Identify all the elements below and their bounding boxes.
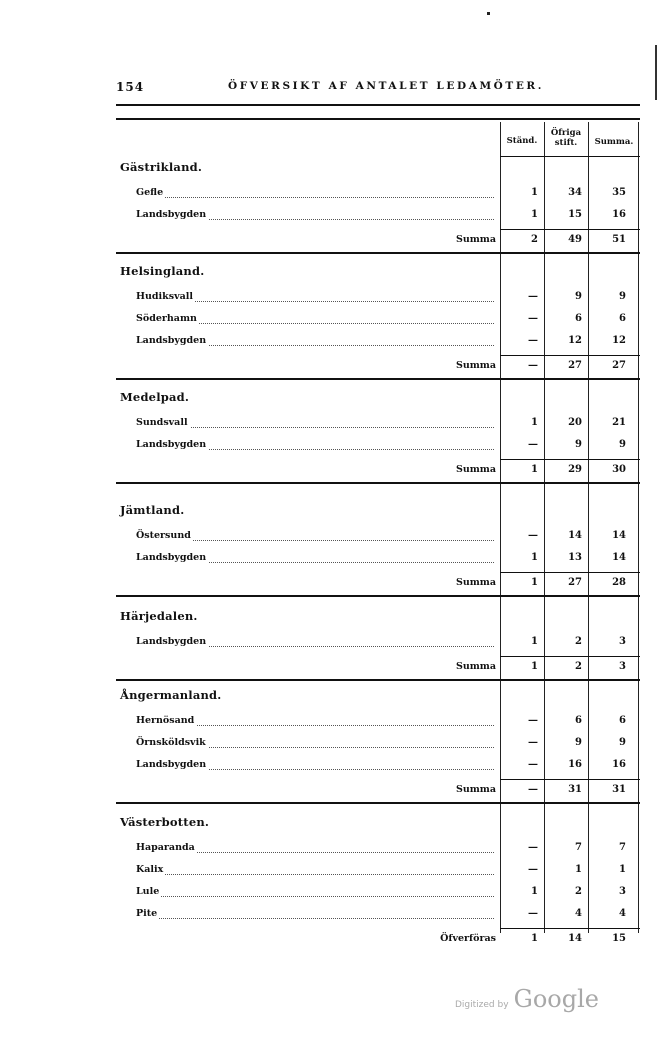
summa-value: 1 (619, 864, 626, 875)
leader-dots (136, 427, 494, 428)
table-row (136, 759, 496, 773)
members-table (116, 122, 640, 944)
place-name: Landsbygden (136, 335, 207, 346)
stand-value: 1 (531, 636, 538, 647)
stand-value: — (528, 313, 538, 324)
summa-total: 15 (612, 933, 626, 944)
place-name: Landsbygden (136, 552, 207, 563)
column-divider-1 (500, 122, 501, 933)
header-bottom-rule (500, 156, 640, 157)
running-title: ÖFVERSIKT AF ANTALET LEDAMÖTER. (228, 80, 545, 92)
leader-dots (136, 874, 494, 875)
page-edge-mark (655, 45, 657, 100)
group-separator (116, 802, 640, 804)
summa-stand: 2 (531, 234, 538, 245)
table-row (136, 417, 496, 431)
page-number: 154 (116, 80, 145, 94)
place-name: Örnsköldsvik (136, 737, 206, 748)
summa-ofriga: 29 (568, 464, 582, 475)
summa-total: 51 (612, 234, 626, 245)
stand-value: 1 (531, 886, 538, 897)
leader-dots (136, 197, 494, 198)
ofriga-value: 12 (568, 335, 582, 346)
subtotal-rule (500, 459, 640, 460)
column-divider-4 (638, 122, 639, 933)
summa-value: 3 (619, 886, 626, 897)
ofriga-value: 4 (575, 908, 582, 919)
digitized-watermark (455, 985, 599, 1013)
summa-label: Summa (455, 360, 496, 371)
ofriga-value: 9 (575, 737, 582, 748)
summa-value: 16 (612, 209, 626, 220)
subtotal-rule (500, 779, 640, 780)
ofriga-value: 14 (568, 530, 582, 541)
table-row (136, 737, 496, 751)
stand-value: — (528, 715, 538, 726)
summa-total: 30 (612, 464, 626, 475)
column-divider-3 (588, 122, 589, 933)
stand-value: — (528, 737, 538, 748)
place-name: Hernösand (136, 715, 195, 726)
ofriga-value: 7 (575, 842, 582, 853)
ofriga-value: 13 (568, 552, 582, 563)
summa-value: 9 (619, 439, 626, 450)
summa-stand: 1 (531, 464, 538, 475)
group-title: Gästrikland. (120, 160, 203, 174)
group-separator (116, 679, 640, 681)
summa-total: 3 (619, 661, 626, 672)
stand-value: — (528, 864, 538, 875)
summa-value: 16 (612, 759, 626, 770)
summa-value: 3 (619, 636, 626, 647)
table-row (136, 530, 496, 544)
summa-ofriga: 14 (568, 933, 582, 944)
summa-value: 7 (619, 842, 626, 853)
summa-stand: — (528, 360, 538, 371)
stand-value: 1 (531, 552, 538, 563)
ofriga-value: 6 (575, 313, 582, 324)
table-row (136, 886, 496, 900)
subtotal-rule (500, 355, 640, 356)
summa-value: 6 (619, 313, 626, 324)
stand-value: — (528, 291, 538, 302)
column-divider-2 (544, 122, 545, 933)
summa-stand: 1 (531, 661, 538, 672)
ofriga-value: 15 (568, 209, 582, 220)
table-row (136, 864, 496, 878)
stand-value: 1 (531, 187, 538, 198)
place-name: Sundsvall (136, 417, 188, 428)
stand-value: — (528, 842, 538, 853)
stand-value: — (528, 908, 538, 919)
google-logo: Google (513, 985, 599, 1013)
table-row (136, 187, 496, 201)
summa-label: Summa (455, 234, 496, 245)
subtotal-rule (500, 928, 640, 929)
table-row (136, 335, 496, 349)
place-name: Östersund (136, 530, 191, 541)
summa-stand: 1 (531, 933, 538, 944)
place-name: Pite (136, 908, 158, 919)
watermark-prefix: Digitized by (455, 1000, 509, 1010)
summa-ofriga: 49 (568, 234, 582, 245)
group-separator (116, 252, 640, 254)
ofriga-value: 9 (575, 439, 582, 450)
ofriga-value: 9 (575, 291, 582, 302)
group-separator (116, 482, 640, 484)
summa-value: 9 (619, 737, 626, 748)
place-name: Landsbygden (136, 636, 207, 647)
ofriga-value: 2 (575, 636, 582, 647)
subtotal-rule (500, 656, 640, 657)
stand-value: — (528, 335, 538, 346)
summa-stand: 1 (531, 577, 538, 588)
ofriga-value: 34 (568, 187, 582, 198)
summa-value: 14 (612, 552, 626, 563)
table-row (136, 291, 496, 305)
leader-dots (136, 918, 494, 919)
table-top-rule (116, 118, 640, 120)
summa-stand: — (528, 784, 538, 795)
summa-total: 28 (612, 577, 626, 588)
ofriga-value: 20 (568, 417, 582, 428)
stand-value: 1 (531, 417, 538, 428)
place-name: Haparanda (136, 842, 195, 853)
group-title: Helsingland. (120, 264, 205, 278)
summa-value: 21 (612, 417, 626, 428)
place-name: Landsbygden (136, 439, 207, 450)
summa-ofriga: 31 (568, 784, 582, 795)
col-header-summa: Summa. (594, 137, 634, 147)
summa-label: Summa (455, 577, 496, 588)
leader-dots (136, 896, 494, 897)
group-title: Medelpad. (120, 390, 190, 404)
summa-ofriga: 2 (575, 661, 582, 672)
summa-value: 4 (619, 908, 626, 919)
subtotal-rule (500, 229, 640, 230)
stand-value: — (528, 439, 538, 450)
header-rule (116, 104, 640, 106)
table-row (136, 908, 496, 922)
group-title: Jämtland. (120, 503, 185, 517)
page-header (116, 80, 642, 100)
summa-total: 27 (612, 360, 626, 371)
ofriga-value: 16 (568, 759, 582, 770)
group-title: Ångermanland. (120, 688, 222, 702)
group-separator (116, 595, 640, 597)
ofriga-value: 1 (575, 864, 582, 875)
table-row (136, 313, 496, 327)
stand-value: — (528, 530, 538, 541)
summa-value: 14 (612, 530, 626, 541)
summa-label: Summa (455, 784, 496, 795)
col-header-ofriga: Öfriga stift. (550, 128, 582, 148)
summa-total: 31 (612, 784, 626, 795)
ink-speck (487, 12, 490, 15)
table-row (136, 636, 496, 650)
place-name: Söderhamn (136, 313, 197, 324)
place-name: Lule (136, 886, 160, 897)
stand-value: 1 (531, 209, 538, 220)
table-row (136, 552, 496, 566)
group-title: Västerbotten. (120, 815, 210, 829)
group-separator (116, 378, 640, 380)
summa-value: 12 (612, 335, 626, 346)
place-name: Landsbygden (136, 209, 207, 220)
place-name: Gefle (136, 187, 164, 198)
subtotal-rule (500, 572, 640, 573)
ofriga-value: 2 (575, 886, 582, 897)
ofriga-value: 6 (575, 715, 582, 726)
summa-label: Öfverföras (440, 933, 496, 944)
summa-ofriga: 27 (568, 577, 582, 588)
place-name: Landsbygden (136, 759, 207, 770)
place-name: Kalix (136, 864, 164, 875)
summa-value: 9 (619, 291, 626, 302)
table-row (136, 439, 496, 453)
summa-value: 6 (619, 715, 626, 726)
place-name: Hudiksvall (136, 291, 193, 302)
summa-label: Summa (455, 661, 496, 672)
stand-value: — (528, 759, 538, 770)
table-row (136, 842, 496, 856)
col-header-stand: Ständ. (506, 136, 538, 146)
group-title: Härjedalen. (120, 609, 198, 623)
table-row (136, 715, 496, 729)
summa-ofriga: 27 (568, 360, 582, 371)
summa-value: 35 (612, 187, 626, 198)
summa-label: Summa (455, 464, 496, 475)
table-row (136, 209, 496, 223)
